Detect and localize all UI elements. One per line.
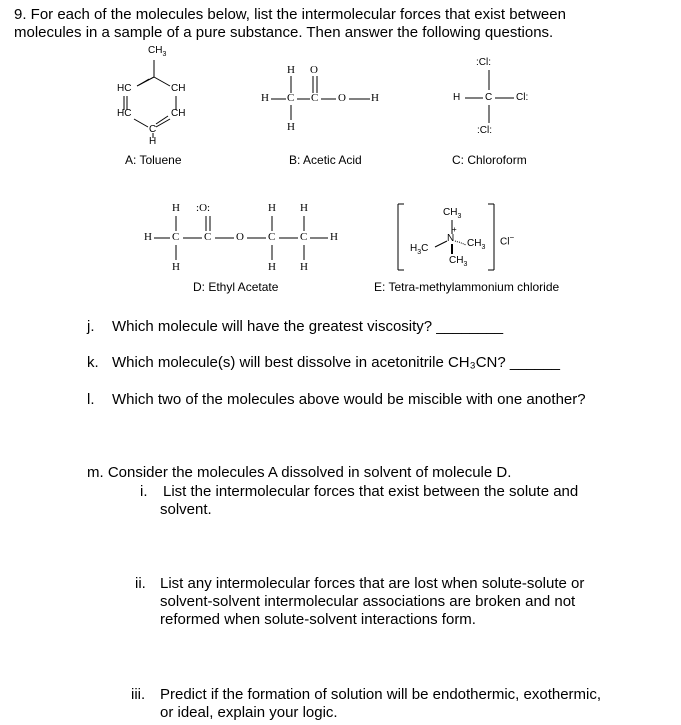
- tma-ch3-bottom: $CH_3$: [449, 255, 468, 268]
- toluene-ch-top: CH: [171, 83, 186, 94]
- acetic-h-right: H: [371, 92, 379, 104]
- chloroform-c: C: [485, 92, 493, 103]
- chloroform-cl-right: Cl:: [516, 92, 529, 103]
- question-l-marker: l.: [87, 391, 95, 408]
- question-m-iii-marker: iii.: [131, 686, 146, 703]
- question-m-i-line1: List the intermolecular forces that exist between the solute and: [163, 483, 579, 500]
- question-l-text: Which two of the molecules above would be miscible with one another?: [112, 391, 586, 408]
- tma-plus-charge: +: [452, 225, 457, 234]
- ethyl-c3: C: [268, 231, 276, 243]
- toluene-methyl: $CH_3$: [148, 45, 167, 58]
- question-m-ii-line3: reformed when solute-solvent interactions form.: [160, 611, 476, 628]
- ethyl-c1: C: [172, 231, 180, 243]
- toluene-c: C: [149, 124, 157, 135]
- toluene-h: H: [149, 136, 157, 147]
- tma-h3c-left: $H_3C$: [410, 243, 429, 256]
- acetic-o-double: O: [310, 64, 318, 76]
- acetic-h-bottom: H: [287, 121, 295, 133]
- toluene-label: A: Toluene: [125, 153, 182, 167]
- question-m-ii-line1: List any intermolecular forces that are lost when solute-solute or: [160, 575, 585, 592]
- question-m-text: m. Consider the molecules A dissolved in solvent of molecule D.: [87, 464, 512, 481]
- chloroform-label: C: Chloroform: [452, 153, 527, 167]
- chloroform-cl-bottom: :Cl:: [477, 125, 493, 136]
- chloroform-cl-top: :Cl:: [476, 57, 492, 68]
- tma-ch3-right: $CH_3$: [467, 238, 486, 251]
- question-k-text: Which molecule(s) will best dissolve in acetonitrile CH₃CN? ______: [112, 354, 560, 371]
- tma-ch3-top: $CH_3$: [443, 207, 462, 220]
- toluene-ch-bottom: CH: [171, 108, 186, 119]
- acetic-o: O: [338, 92, 346, 104]
- question-m-i-line2: solvent.: [160, 501, 212, 518]
- question-k-marker: k.: [87, 354, 99, 371]
- ethyl-c4: C: [300, 231, 308, 243]
- question-j-marker: j.: [87, 318, 95, 335]
- question-m-ii-marker: ii.: [135, 575, 146, 592]
- acetic-h-left: H: [261, 92, 269, 104]
- chloroform-h: H: [453, 92, 461, 103]
- ethyl-h6: H: [300, 261, 308, 273]
- question-m-iii-line1: Predict if the formation of solution will be endothermic, exothermic,: [160, 686, 602, 703]
- ethyl-h3: H: [300, 202, 308, 214]
- acetic-c1: C: [287, 92, 295, 104]
- acetic-c2: C: [311, 92, 319, 104]
- question-m-iii-line2: or ideal, explain your logic.: [160, 704, 338, 721]
- ethyl-h-right: H: [330, 231, 338, 243]
- ethyl-h2: H: [268, 202, 276, 214]
- ethyl-h5: H: [268, 261, 276, 273]
- ethyl-c2: C: [204, 231, 212, 243]
- tma-n: N: [447, 233, 455, 244]
- question-line-2: molecules in a sample of a pure substance. Then answer the following questions.: [14, 24, 554, 41]
- tma-chloride: Cl−: [500, 233, 515, 248]
- ethyl-h-left: H: [144, 231, 152, 243]
- toluene-hc-bottom: HC: [117, 108, 132, 119]
- acetic-h-top: H: [287, 64, 295, 76]
- acetic-acid-label: B: Acetic Acid: [289, 153, 362, 167]
- ethyl-h4: H: [172, 261, 180, 273]
- question-line-1: 9. For each of the molecules below, list the intermolecular forces that exist between: [14, 6, 566, 23]
- ethyl-acetate-label: D: Ethyl Acetate: [193, 280, 279, 294]
- ethyl-o-double: :O:: [196, 202, 211, 214]
- toluene-hc-top: HC: [117, 83, 132, 94]
- tma-label: E: Tetra-methylammonium chloride: [374, 280, 560, 294]
- ethyl-h1: H: [172, 202, 180, 214]
- question-m-i-marker: i.: [140, 483, 148, 500]
- question-j-text: Which molecule will have the greatest viscosity? ________: [112, 318, 504, 335]
- ethyl-o: O: [236, 231, 244, 243]
- question-m-ii-line2: solvent-solvent intermolecular associations are broken and not: [160, 593, 576, 610]
